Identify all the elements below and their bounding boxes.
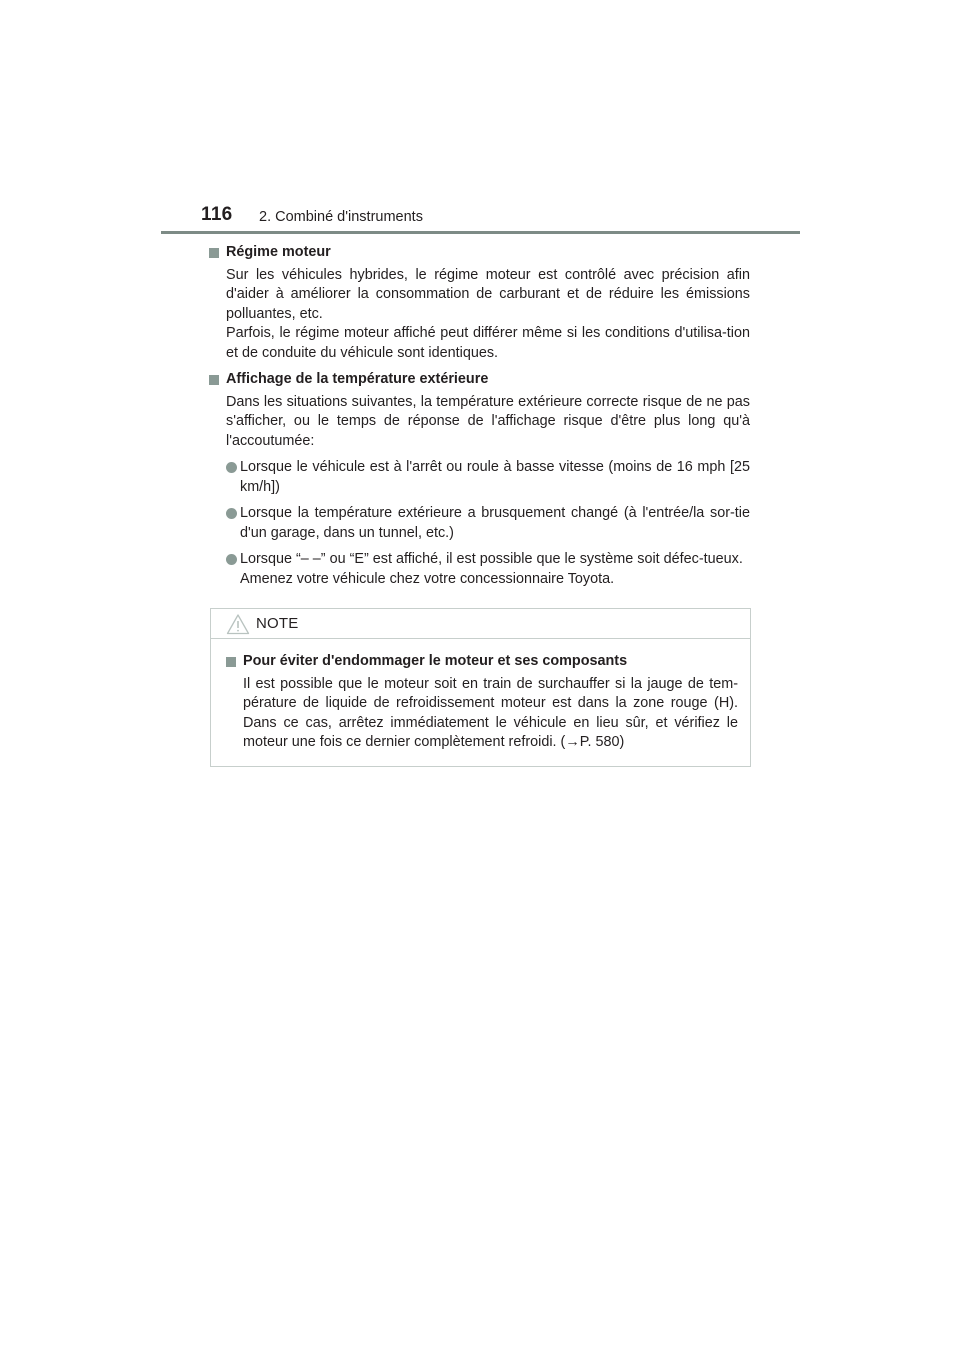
section-body-regime-moteur (209, 266, 750, 364)
note-title: NOTE (256, 615, 299, 632)
list-item-text: Amenez votre véhicule chez votre concessionnaire Toyota. (240, 570, 615, 587)
list-item (226, 504, 750, 543)
note-text: Il est possible que le moteur soit en train de surchauffer si la jauge de tem-pérature de liquide de refroidissement moteur est dans la zone rouge (H). Dans ce cas, arrêtez immédiatement le véhicule en lieu sûr, et vérifiez le moteur une fois ce dernier complètement refroidi. (→P. 580) (243, 675, 738, 750)
section-heading-regime-moteur (209, 243, 750, 263)
round-bullet-icon (226, 462, 237, 473)
round-bullet-icon (226, 508, 237, 519)
square-bullet-icon (226, 657, 236, 667)
paragraph: Sur les véhicules hybrides, le régime moteur est contrôlé avec précision afin d'aider à améliorer la consommation de carburant et de réduire les émissions polluantes, etc. (226, 266, 750, 322)
section-heading-text: Affichage de la température extérieure (226, 371, 489, 387)
note-box (210, 608, 751, 767)
list-item-text: Lorsque “– –” ou “E” est affiché, il est possible que le système soit défec-tueux. (240, 551, 743, 567)
list-item-text: Lorsque le véhicule est à l'arrêt ou roule à basse vitesse (moins de 16 mph [25 km/h]) (240, 459, 750, 495)
list-item (226, 550, 750, 589)
section-heading-text: Régime moteur (226, 244, 331, 260)
paragraph: Parfois, le régime moteur affiché peut différer même si les conditions d'utilisa-tion et de conduite du véhicule sont identiques. (226, 325, 750, 361)
list-item-text: Lorsque la température extérieure a brusquement changé (à l'entrée/la sor-tie d'un garage, dans un tunnel, etc.) (240, 505, 750, 541)
warning-triangle-icon (226, 613, 250, 635)
square-bullet-icon (209, 248, 219, 258)
section-body-temperature-exterieure (209, 393, 750, 452)
square-bullet-icon (209, 375, 219, 385)
note-heading (226, 652, 738, 672)
note-body (226, 652, 738, 753)
bullet-list (209, 458, 750, 589)
section-heading-temperature-exterieure (209, 370, 750, 390)
list-item (226, 458, 750, 497)
main-content (209, 243, 750, 596)
header-rule (161, 231, 800, 234)
note-heading-text: Pour éviter d'endommager le moteur et ses composants (243, 653, 628, 669)
round-bullet-icon (226, 554, 237, 565)
page-number: 116 (201, 204, 233, 225)
paragraph: Dans les situations suivantes, la température extérieure correcte risque de ne pas s'afficher, ou le temps de réponse de l'affichage risque d'être plus long qu'à l'accoutumée: (226, 393, 750, 449)
note-header (211, 609, 750, 639)
running-header: 2. Combiné d'instruments (259, 209, 423, 225)
